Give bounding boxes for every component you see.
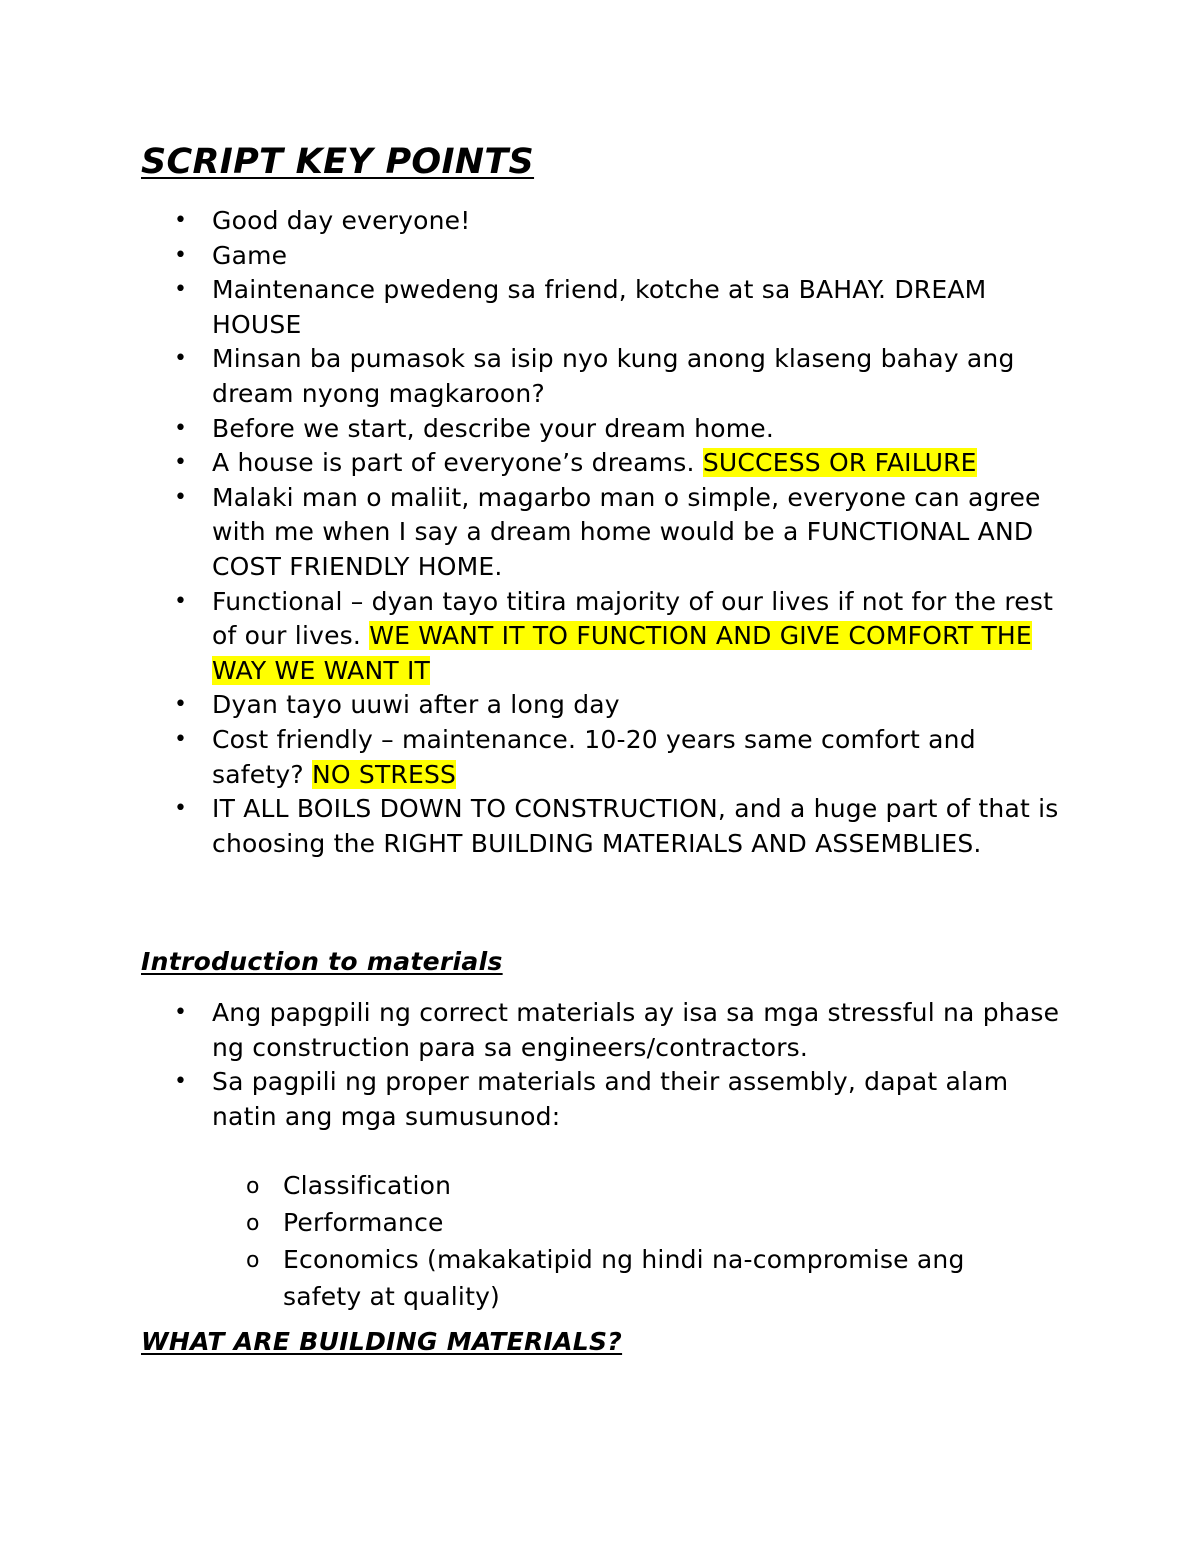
list-item-text: IT ALL BOILS DOWN TO CONSTRUCTION, and a huge part of that is choosing the RIGHT BUILDING MATERIALS AND ASSEMBLIES. — [212, 794, 1059, 858]
key-points-list — [0, 204, 1062, 861]
list-item — [0, 412, 1062, 447]
list-item — [0, 239, 1062, 274]
bullet-icon: • — [174, 415, 188, 441]
list-item-text: Sa pagpili ng proper materials and their assembly, dapat alam natin ang mga sumusunod: — [212, 1067, 1009, 1131]
bullet-icon: • — [174, 346, 188, 372]
highlighted-text: SUCCESS OR FAILURE — [702, 448, 977, 478]
circle-bullet-icon: o — [246, 1248, 260, 1273]
document-title: SCRIPT KEY POINTS — [141, 142, 535, 182]
considerations-sublist — [0, 1167, 1043, 1315]
highlighted-text: NO STRESS — [311, 759, 457, 789]
section-heading-introduction: Introduction to materials — [141, 947, 503, 976]
bullet-icon: • — [174, 588, 188, 614]
list-item — [0, 273, 1062, 342]
list-item — [0, 585, 1062, 689]
list-item — [0, 792, 1062, 861]
sublist-item — [0, 1204, 1043, 1241]
list-item-text: Game — [212, 240, 288, 270]
circle-bullet-icon: o — [246, 1174, 260, 1199]
list-item — [0, 996, 1062, 1065]
list-item — [0, 204, 1062, 239]
introduction-list — [0, 996, 1062, 1134]
list-item — [0, 688, 1062, 723]
list-item-text: A house is part of everyone’s dreams. — [212, 448, 703, 478]
list-item-text: Good day everyone! — [212, 206, 471, 235]
bullet-icon: • — [174, 1000, 188, 1025]
bullet-icon: • — [174, 242, 188, 268]
sublist-item — [0, 1241, 1043, 1315]
list-item-text: Minsan ba pumasok sa isip nyo kung anong klaseng bahay ang dream nyong magkaroon? — [212, 344, 1015, 408]
list-item-text: Before we start, describe your dream home. — [212, 413, 775, 443]
bullet-icon: • — [174, 692, 188, 718]
list-item-text: Cost friendly – maintenance. 10-20 years same comfort and safety? — [212, 724, 976, 789]
bullet-icon: • — [174, 796, 188, 822]
list-item — [0, 342, 1062, 411]
sublist-item — [0, 1167, 1043, 1204]
list-item — [0, 723, 1062, 792]
list-item — [0, 481, 1062, 585]
bullet-icon: • — [174, 450, 188, 476]
circle-bullet-icon: o — [246, 1211, 260, 1236]
list-item-text: Malaki man o maliit, magarbo man o simple, everyone can agree with me when I say a dream home would be a FUNCTIONAL AND COST FRIENDLY HOME. — [212, 482, 1041, 581]
list-item-text: Maintenance pwedeng sa friend, kotche at sa BAHAY. DREAM HOUSE — [212, 275, 987, 339]
bullet-icon: • — [174, 208, 188, 233]
highlighted-text: WE WANT IT TO FUNCTION AND GIVE COMFORT THE WAY WE WANT IT — [212, 621, 1032, 685]
bullet-icon: • — [174, 277, 188, 303]
bullet-icon: • — [174, 1069, 188, 1095]
section-heading-building-materials: WHAT ARE BUILDING MATERIALS? — [141, 1327, 623, 1356]
bullet-icon: • — [174, 484, 188, 510]
list-item-text: Functional – dyan tayo titira majority of our lives if not for the rest of our lives. — [212, 586, 1054, 651]
list-item-text: Dyan tayo uuwi after a long day — [212, 690, 620, 720]
bullet-icon: • — [174, 726, 188, 752]
list-item — [0, 446, 1062, 481]
list-item-text: Ang papgpili ng correct materials ay isa sa mga stressful na phase ng construction para sa engineers/contractors. — [212, 998, 1060, 1062]
sublist-item-text: Economics (makakatipid ng hindi na-compromise ang safety at quality) — [283, 1245, 965, 1311]
sublist-item-text: Performance — [283, 1208, 444, 1237]
sublist-item-text: Classification — [283, 1171, 452, 1200]
list-item — [0, 1065, 1062, 1134]
